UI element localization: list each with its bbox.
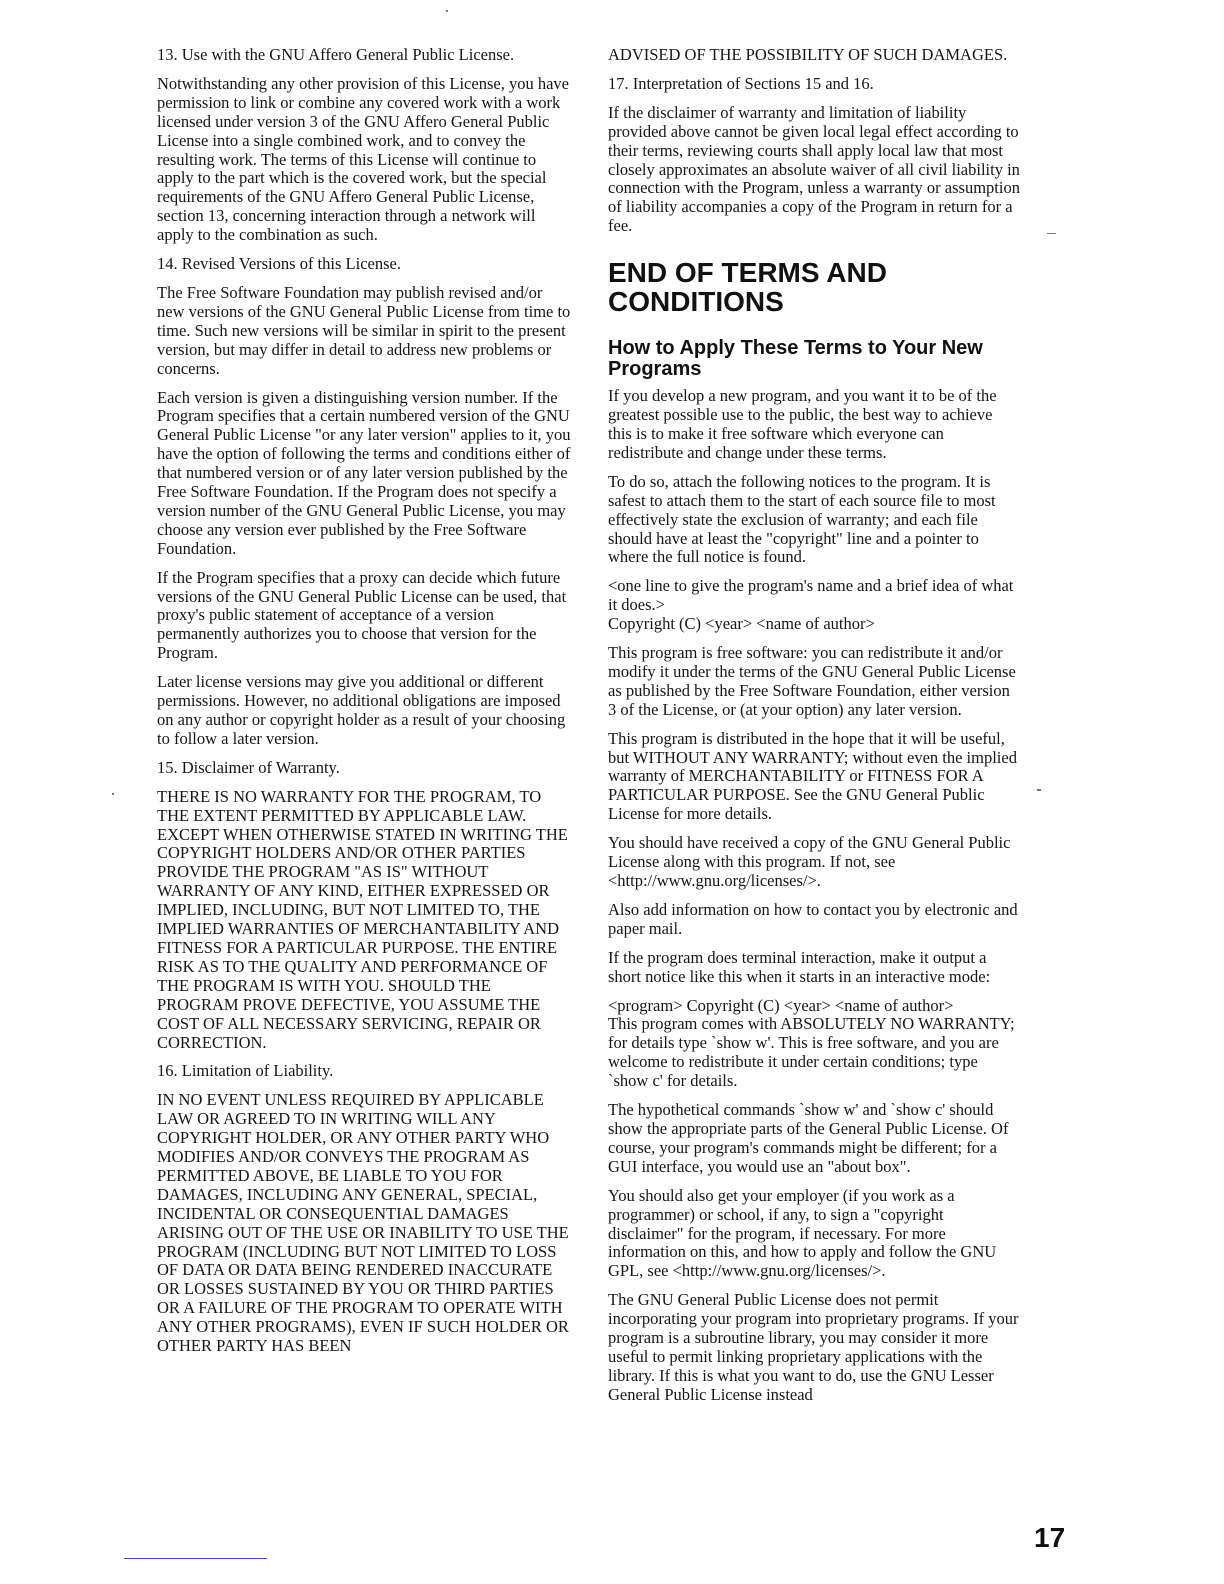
section-16-heading: 16. Limitation of Liability. (157, 1061, 334, 1081)
section-14-heading: 14. Revised Versions of this License. (157, 254, 401, 274)
interactive-notice: <program> Copyright (C) <year> <name of author> This program comes with ABSOLUTELY NO WARRANTY; for details type `show w'. This is free software, and you are welcome to redistribute it under certain conditions; type `show c' for details. (608, 995, 1015, 1091)
scan-speck (1037, 789, 1041, 791)
scan-speck (1047, 233, 1056, 234)
section-15-paragraph: THERE IS NO WARRANTY FOR THE PROGRAM, TO THE EXTENT PERMITTED BY APPLICABLE LAW. EXCEPT WHEN OTHERWISE STATED IN WRITING THE COPYRIGHT HOLDERS AND/OR OTHER PARTIES PROVIDE THE PROGRAM "AS IS" WITHOUT WARRANTY OF ANY KIND, EITHER EXPRESSED OR IMPLIED, INCLUDING, BUT NOT LIMITED TO, THE IMPLIED WARRANTIES OF MERCHANTABILITY AND FITNESS FOR A PARTICULAR PURPOSE. THE ENTIRE RISK AS TO THE QUALITY AND PERFORMANCE OF THE PROGRAM IS WITH YOU. SHOULD THE PROGRAM PROVE DEFECTIVE, YOU ASSUME THE COST OF ALL NECESSARY SERVICING, REPAIR OR CORRECTION. (157, 786, 568, 1052)
scan-speck (112, 793, 114, 795)
apply-paragraph-7: The GNU General Public License does not permit incorporating your program into proprietary programs. If your program is a subroutine library, you may consider it more useful to permit linking proprietary applications with the library. If this is what you want to do, use the GNU Lesser General Public License instead (608, 1290, 1019, 1404)
notice-received-copy: You should have received a copy of the GNU General Public License along with this program. If not, see <http://www.gnu.org/licenses/>. (608, 833, 1011, 890)
scan-speck (446, 10, 448, 12)
apply-paragraph-1: If you develop a new program, and you want it to be of the greatest possible use to the public, the best way to achieve this is to make it free software which everyone can redistribute and change under these terms. (608, 386, 997, 462)
notice-no-warranty: This program is distributed in the hope that it will be useful, but WITHOUT ANY WARRANTY; without even the implied warranty of MERCHANTABILITY or FITNESS FOR A PARTICULAR PURPOSE. See the GNU General Public License for more details. (608, 728, 1017, 824)
bottom-rule (124, 1558, 267, 1559)
how-to-apply-title: How to Apply These Terms to Your New Programs (608, 337, 983, 381)
section-15-heading: 15. Disclaimer of Warranty. (157, 757, 340, 777)
notice-free-software: This program is free software: you can redistribute it and/or modify it under the terms of the GNU General Public License as published by the Free Software Foundation, either version 3 of the License, or (at your option) any later version. (608, 643, 1016, 719)
page-number: 17 (1034, 1522, 1066, 1553)
end-of-terms-title: END OF TERMS AND CONDITIONS (608, 257, 887, 318)
apply-paragraph-4: If the program does terminal interaction, make it output a short notice like this when it starts in an interactive mode: (608, 947, 991, 986)
section-14-paragraph-3: If the Program specifies that a proxy can decide which future versions of the GNU General Public License can be used, that proxy's public statement of acceptance of a version permanently authorizes you to choose that version for the Program. (157, 567, 567, 663)
section-16-continuation: ADVISED OF THE POSSIBILITY OF SUCH DAMAGES. (608, 45, 1008, 64)
apply-paragraph-5: The hypothetical commands `show w' and `show c' should show the appropriate parts of the General Public License. Of course, your program's commands might be different; for a GUI interface, you would use an "about box". (608, 1100, 1009, 1176)
section-13-paragraph: Notwithstanding any other provision of this License, you have permission to link or combine any covered work with a work licensed under version 3 of the GNU Affero General Public License into a single combined work, and to convey the resulting work. The terms of this License will continue to apply to the part which is the covered work, but the special requirements of the GNU Affero General Public License, section 13, concerning interaction through a network will apply to the combination as such. (157, 73, 569, 245)
apply-paragraph-6: You should also get your employer (if you work as a programmer) or school, if any, to sign a "copyright disclaimer" for the program, if necessary. For more information on this, and how to apply and follow the GNU GPL, see <http://www.gnu.org/licenses/>. (608, 1185, 997, 1281)
section-17-paragraph: If the disclaimer of warranty and limitation of liability provided above cannot be given local legal effect according to their terms, reviewing courts shall apply local law that most closely approximates an absolute waiver of all civil liability in connection with the Program, unless a warranty or assumption of liability accompanies a copy of the Program in return for a fee. (608, 102, 1020, 236)
apply-paragraph-3: Also add information on how to contact you by electronic and paper mail. (608, 899, 1018, 938)
section-14-paragraph-1: The Free Software Foundation may publish revised and/or new versions of the GNU General Public License from time to time. Such new versions will be similar in spirit to the present version, but may differ in detail to address new problems or concerns. (157, 282, 571, 378)
section-13-heading: 13. Use with the GNU Affero General Public License. (157, 45, 515, 64)
section-17-heading: 17. Interpretation of Sections 15 and 16. (608, 73, 874, 93)
left-column (157, 46, 571, 1366)
apply-paragraph-2: To do so, attach the following notices to the program. It is safest to attach them to the start of each source file to most effectively state the exclusion of warranty; and each file should have at least the "copyright" line and a pointer to where the full notice is found. (608, 471, 996, 567)
right-column (608, 46, 1020, 1415)
section-14-paragraph-2: Each version is given a distinguishing version number. If the Program specifies that a certain numbered version of the GNU General Public License "or any later version" applies to it, you have the option of following the terms and conditions either of that numbered version or of any later version published by the Free Software Foundation. If the Program does not specify a version number of the GNU General Public License, you may choose any version ever published by the Free Software Foundation. (157, 387, 571, 558)
section-16-paragraph: IN NO EVENT UNLESS REQUIRED BY APPLICABLE LAW OR AGREED TO IN WRITING WILL ANY COPYRIGHT HOLDER, OR ANY OTHER PARTY WHO MODIFIES AND/OR CONVEYS THE PROGRAM AS PERMITTED ABOVE, BE LIABLE TO YOU FOR DAMAGES, INCLUDING ANY GENERAL, SPECIAL, INCIDENTAL OR CONSEQUENTIAL DAMAGES ARISING OUT OF THE USE OR INABILITY TO USE THE PROGRAM (INCLUDING BUT NOT LIMITED TO LOSS OF DATA OR DATA BEING RENDERED INACCURATE OR LOSSES SUSTAINED BY YOU OR THIRD PARTIES OR A FAILURE OF THE PROGRAM TO OPERATE WITH ANY OTHER PROGRAMS), EVEN IF SUCH HOLDER OR OTHER PARTY HAS BEEN (157, 1090, 569, 1356)
notice-program-line: <one line to give the program's name and a brief idea of what it does.> Copyright (C) <year> <name of author> (608, 576, 1014, 634)
section-14-paragraph-4: Later license versions may give you additional or different permissions. However, no additional obligations are imposed on any author or copyright holder as a result of your choosing to follow a later version. (157, 672, 566, 748)
